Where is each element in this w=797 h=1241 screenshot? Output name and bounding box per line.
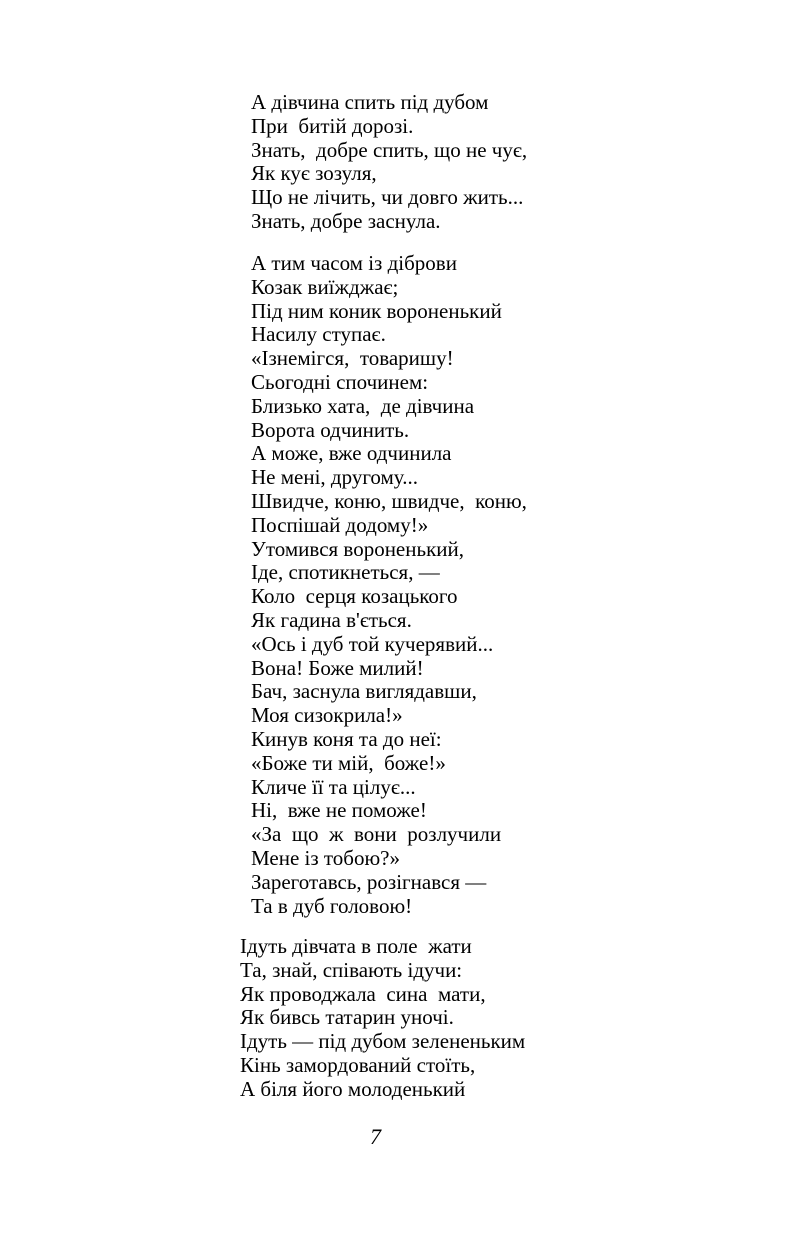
poem-line: Ідуть дівчата в поле жати <box>240 934 472 958</box>
poem-line: Як проводжала сина мати, <box>240 981 486 1006</box>
poem-line: Іде, спотикнеться, — <box>251 560 440 585</box>
poem-line: Як гадина в'ється. <box>251 607 412 632</box>
poem-line: Кличе її та цілує... <box>251 774 416 799</box>
poem-line: Близько хата, де дівчина <box>251 393 475 418</box>
poem-line: «Ось і дуб той кучерявий... <box>251 631 494 656</box>
poem-line: Знать, добре спить, що не чує, <box>251 137 528 162</box>
poem-line: Що не лічить, чи довго жить... <box>251 185 524 210</box>
poem-line: При битій дорозі. <box>251 113 414 138</box>
poem-line: А біля його молоденький <box>240 1076 466 1101</box>
poem-line: Моя сизокрила!» <box>251 703 403 728</box>
poem-line: Швидче, коню, швидче, коню, <box>251 488 527 513</box>
poem-line: Під ним коник вороненький <box>251 298 502 323</box>
poem-line: Зареготавсь, розігнався — <box>251 869 487 894</box>
poem-line: Ідуть — під дубом зелененьким <box>240 1029 526 1054</box>
poem-line: Кинув коня та до неї: <box>251 726 442 751</box>
poem-line: «Боже ти мій, боже!» <box>251 750 446 775</box>
poem-line: «Ізнемігся, товаришу! <box>251 346 454 371</box>
page-number: 7 <box>370 1124 381 1149</box>
poem-line: А дівчина спить під дубом <box>251 90 489 114</box>
poem-line: А може, вже одчинила <box>251 441 452 466</box>
poem-line: Сьогодні спочинем: <box>251 369 429 394</box>
poem-line: А тим часом із діброви <box>251 251 457 275</box>
stanza-2 <box>251 252 527 918</box>
poem-line: Як кує зозуля, <box>251 161 377 186</box>
poem-line: Ні, вже не поможе! <box>251 798 427 823</box>
stanza-3 <box>240 935 525 1102</box>
stanza-1 <box>251 91 527 234</box>
poem-line: Бач, заснула виглядавши, <box>251 679 477 704</box>
poem-line: Кінь замордований стоїть, <box>240 1052 476 1077</box>
poem-line: Та в дуб головою! <box>251 893 413 918</box>
poem-line: Вона! Боже милий! <box>251 655 424 680</box>
poem-line: Насилу ступає. <box>251 322 386 347</box>
poem-line: Як бивсь татарин уночі. <box>240 1005 454 1030</box>
poem-line: Козак виїжджає; <box>251 274 399 299</box>
poem-line: Знать, добре заснула. <box>251 208 441 233</box>
poem-line: Та, знай, співають ідучи: <box>240 957 463 982</box>
poem-line: «За що ж вони розлучили <box>251 822 502 847</box>
poem-line: Поспішай додому!» <box>251 512 429 537</box>
poem-line: Утомився вороненький, <box>251 536 464 561</box>
poem-line: Ворота одчинить. <box>251 417 410 442</box>
poem-line: Мене із тобою?» <box>251 845 400 870</box>
poem-line: Коло серця козацького <box>251 584 458 609</box>
poem-line: Не мені, другому... <box>251 465 418 490</box>
